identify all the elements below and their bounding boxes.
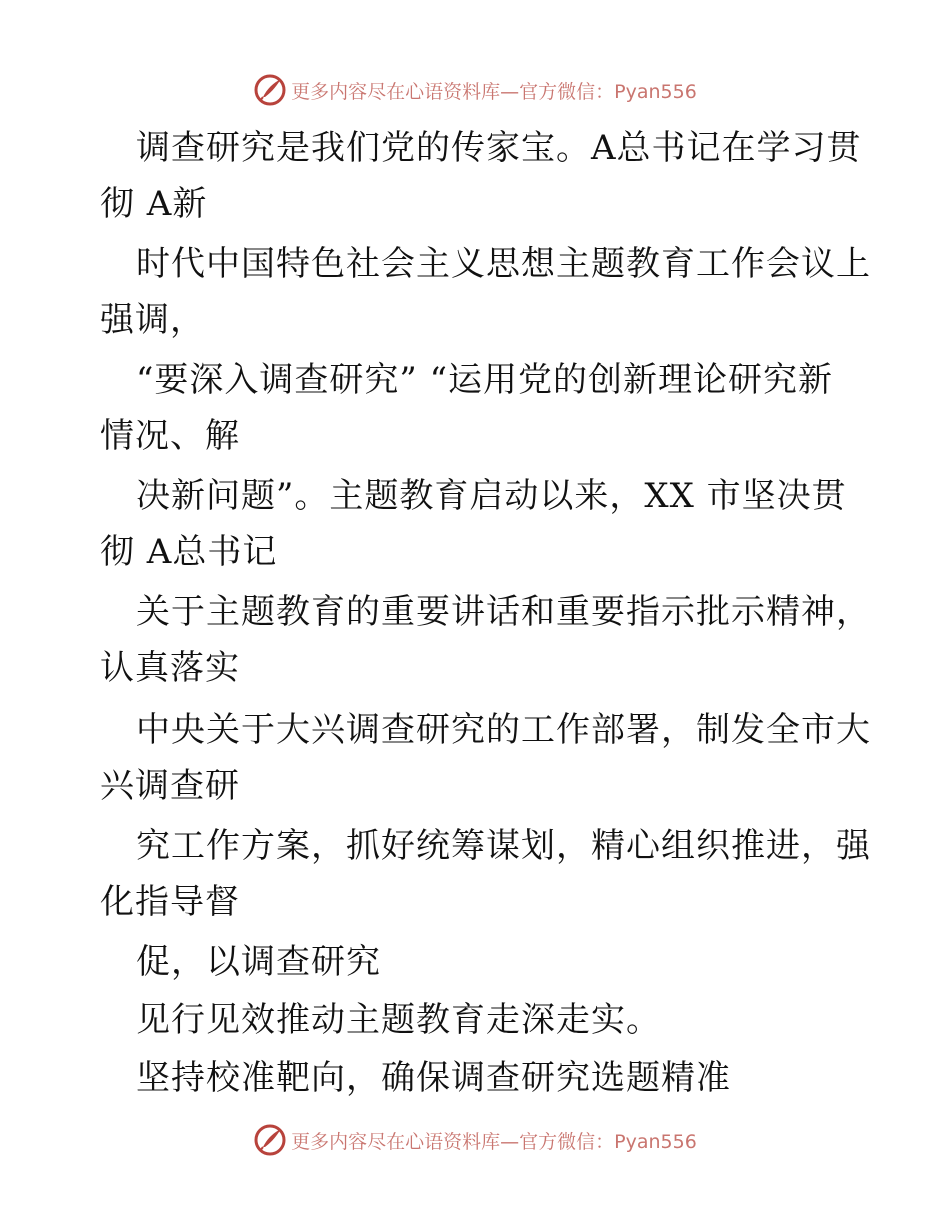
- body-line: “要深入调查研究” “运用党的创新理论研究新: [136, 360, 833, 400]
- body-line: 究工作方案，抓好统筹谋划，精心组织推进，强: [136, 826, 871, 866]
- quill-logo-icon: [253, 1123, 287, 1157]
- header-watermark-text: 更多内容尽在心语资料库—官方微信：Pyan556: [291, 80, 697, 103]
- footer-watermark-text: 更多内容尽在心语资料库—官方微信：Pyan556: [291, 1130, 697, 1153]
- body-line: 决新问题”。主题教育启动以来，XX 市坚决贯: [136, 476, 847, 516]
- body-line: 彻 A总书记: [100, 532, 278, 572]
- body-line: 时代中国特色社会主义思想主题教育工作会议上: [136, 244, 871, 284]
- body-line: 坚持校准靶向，确保调查研究选题精准: [136, 1058, 731, 1098]
- footer-watermark: [0, 1120, 950, 1160]
- body-line: 情况、解: [100, 416, 240, 456]
- body-line: 关于主题教育的重要讲话和重要指示批示精神，: [136, 592, 871, 632]
- body-line: 促，以调查研究: [136, 942, 381, 982]
- body-line: 兴调查研: [100, 766, 240, 806]
- body-line: 化指导督: [100, 882, 240, 922]
- body-line: 调查研究是我们党的传家宝。A总书记在学习贯: [136, 128, 862, 168]
- body-line: 彻 A新: [100, 184, 208, 224]
- body-line: 强调，: [100, 300, 205, 340]
- body-line: 见行见效推动主题教育走深走实。: [136, 1000, 661, 1040]
- body-line: 中央关于大兴调查研究的工作部署，制发全市大: [136, 710, 871, 750]
- body-line: 认真落实: [100, 648, 240, 688]
